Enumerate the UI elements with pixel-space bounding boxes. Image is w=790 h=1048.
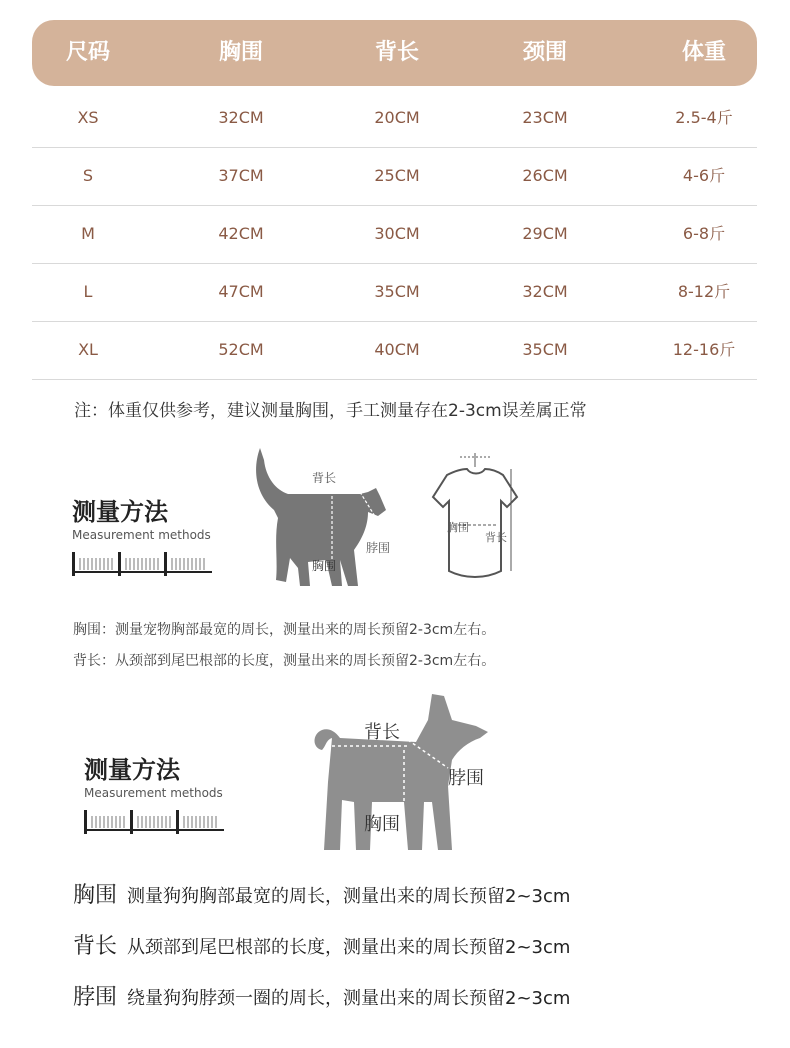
cell-neck: 35CM	[522, 340, 568, 359]
shirt-label-back: 背长	[485, 531, 507, 544]
shirt-outline-icon	[425, 445, 525, 590]
header-neck: 颈围	[522, 40, 568, 65]
dog-chest-term: 胸围	[73, 883, 118, 908]
ruler-icon	[72, 548, 212, 578]
cell-neck: 23CM	[522, 108, 568, 127]
cell-weight: 12-16斤	[672, 340, 736, 359]
dog-chest-text: 测量狗狗胸部最宽的周长，测量出来的周长预留2~3cm	[127, 886, 571, 907]
size-table-header	[32, 20, 757, 86]
cell-weight: 6-8斤	[682, 224, 726, 243]
cell-chest: 32CM	[218, 108, 264, 127]
cell-size: S	[82, 166, 94, 185]
cell-back: 25CM	[374, 166, 420, 185]
cat-label-back: 背长	[312, 471, 337, 485]
header-size: 尺码	[65, 40, 111, 65]
header-chest: 胸围	[218, 40, 264, 65]
cat-chest-description: 胸围：测量宠物胸部最宽的周长，测量出来的周长预留2-3cm左右。	[73, 622, 496, 638]
cat-label-neck: 脖围	[366, 541, 391, 555]
cell-size: XS	[77, 108, 99, 127]
cell-neck: 29CM	[522, 224, 568, 243]
dog-neck-row	[73, 980, 570, 1011]
weight-note: 注：体重仅供参考，建议测量胸围，手工测量存在2-3cm误差属正常	[74, 401, 587, 421]
dog-back-text: 从颈部到尾巴根部的长度，测量出来的周长预留2~3cm	[127, 937, 571, 958]
table-row	[32, 89, 757, 148]
dog-neck-text: 绕量狗狗脖颈一圈的周长，测量出来的周长预留2~3cm	[127, 988, 571, 1009]
dog-neck-term: 脖围	[73, 985, 118, 1010]
cat-label-chest: 胸围	[312, 559, 337, 573]
dog-section-title: 测量方法	[84, 756, 180, 784]
cell-size: M	[81, 224, 95, 243]
shirt-label-chest: 胸围	[447, 521, 469, 534]
dog-section-subtitle: Measurement methods	[84, 786, 223, 800]
cell-back: 40CM	[374, 340, 420, 359]
table-row	[32, 321, 757, 380]
table-row	[32, 263, 757, 322]
dog-label-neck: 脖围	[448, 768, 484, 789]
cell-weight: 2.5-4斤	[675, 108, 733, 127]
cat-back-description: 背长：从颈部到尾巴根部的长度，测量出来的周长预留2-3cm左右。	[73, 653, 496, 669]
cell-neck: 26CM	[522, 166, 568, 185]
header-back-length: 背长	[374, 40, 420, 65]
cell-neck: 32CM	[522, 282, 568, 301]
cell-chest: 42CM	[218, 224, 264, 243]
cell-chest: 52CM	[218, 340, 264, 359]
cat-section-subtitle: Measurement methods	[72, 528, 211, 542]
dog-label-chest: 胸围	[364, 814, 400, 835]
dog-silhouette-icon	[308, 690, 508, 865]
cat-silhouette-icon	[248, 440, 418, 592]
table-row	[32, 205, 757, 264]
header-weight: 体重	[681, 40, 727, 65]
cell-back: 20CM	[374, 108, 420, 127]
cell-back: 35CM	[374, 282, 420, 301]
cat-section-title: 测量方法	[72, 498, 168, 526]
ruler-icon	[84, 806, 224, 836]
dog-back-row	[73, 929, 570, 960]
dog-chest-row	[73, 878, 570, 909]
cell-chest: 47CM	[218, 282, 264, 301]
table-row	[32, 147, 757, 206]
cell-chest: 37CM	[218, 166, 264, 185]
cell-size: L	[83, 282, 93, 301]
cell-size: XL	[78, 340, 98, 359]
dog-label-back: 背长	[364, 722, 400, 743]
cell-back: 30CM	[374, 224, 420, 243]
cell-weight: 8-12斤	[677, 282, 731, 301]
dog-back-term: 背长	[73, 934, 118, 959]
cell-weight: 4-6斤	[682, 166, 726, 185]
